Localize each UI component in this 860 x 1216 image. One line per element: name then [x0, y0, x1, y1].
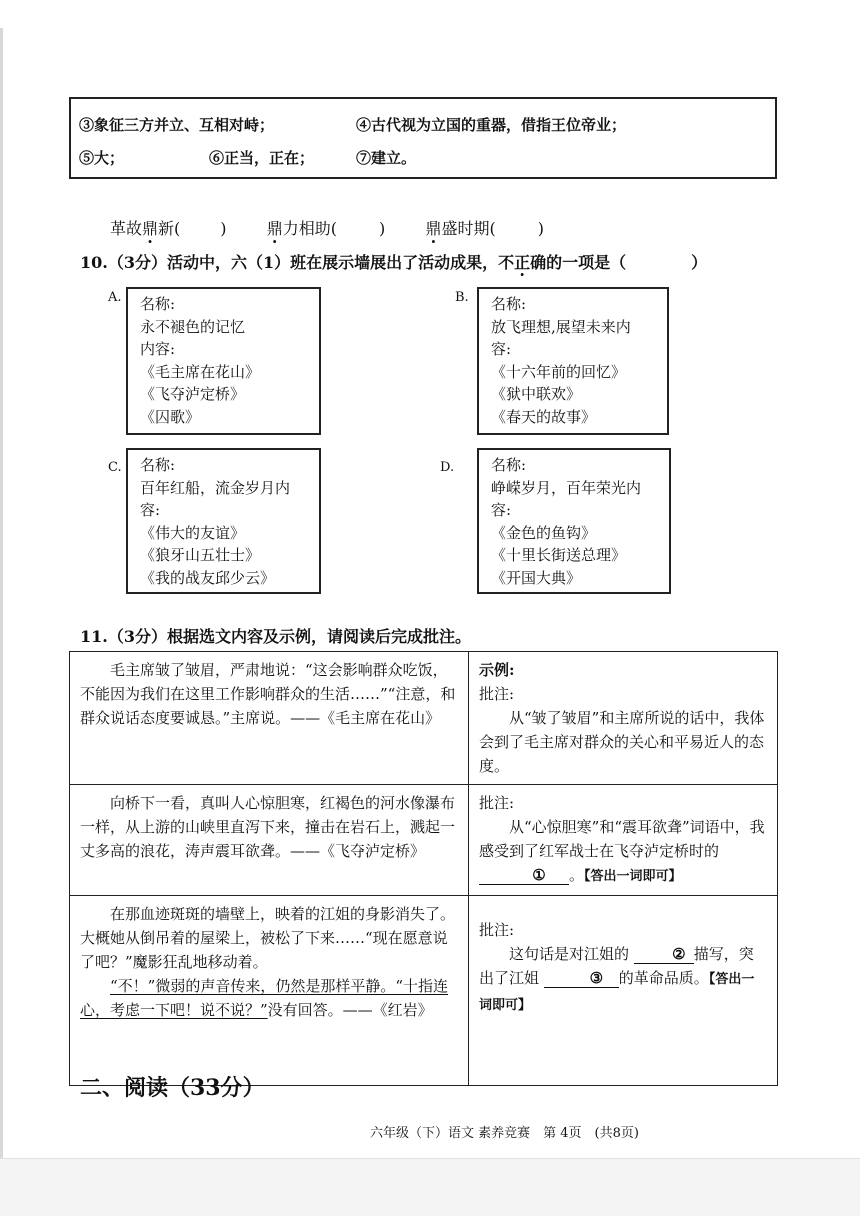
- idiom-2: 鼎力相助( ): [266, 219, 386, 238]
- note-label: 批注:: [479, 685, 515, 703]
- definition-4: ④古代视为立国的重器，借指王位帝业；: [356, 116, 627, 134]
- note-text: 这句话是对江姐的 ② 描写，突出了江姐 ③ 的革命品质。【答出一词即可】: [479, 945, 755, 1013]
- note-label: 批注:: [479, 921, 515, 939]
- passage-text-2: “不！”微弱的声音传来，仍然是那样平静。“十指连心，考虑一下吧！说不说？”没有回答。——《红岩》: [80, 977, 449, 1019]
- question-11-title: 11.（3分）根据选文内容及示例，请阅读后完成批注。: [80, 627, 471, 646]
- option-b-letter: B.: [455, 290, 469, 305]
- passage-cell: [70, 652, 469, 785]
- option-c-card[interactable]: 名称: 百年红船，流金岁月内 容: 《伟大的友谊》 《狼牙山五壮士》 《我的战友邱少云》: [126, 448, 321, 594]
- passage-text: 在那血迹斑斑的墙壁上，映着的江姐的身影消失了。大概她从倒吊着的屋梁上，被松了下来……“现在愿意说了吧？”魔影狂乱地移动着。: [80, 905, 456, 971]
- definitions-box: [69, 97, 777, 179]
- answer-blank-1[interactable]: ①: [479, 866, 569, 885]
- passage-cell: [70, 785, 469, 896]
- passage-text: 毛主席皱了皱眉，严肃地说：“这会影响群众吃饭，不能因为我们在这里工作影响群众的生活……”“注意，和群众说话态度要诚恳。”主席说。——《毛主席在花山》: [80, 661, 456, 727]
- note-label: 批注:: [479, 794, 515, 812]
- idiom-1: 革故鼎新( ): [110, 219, 227, 238]
- question-10-title: 10.（3分）活动中，六（1）班在展示墙展出了活动成果，不正确的一项是（ ）: [80, 253, 708, 272]
- option-a-card[interactable]: 名称: 永不褪色的记忆 内容: 《毛主席在花山》 《飞夺泸定桥》 《囚歌》: [126, 287, 321, 435]
- annotation-cell: [469, 785, 778, 896]
- table-row: [70, 652, 778, 785]
- section-heading: 二、阅读（33分）: [80, 1075, 265, 1101]
- idiom-fill-line: [110, 216, 544, 239]
- page-bottom-margin: [0, 1158, 860, 1216]
- page-edge: [0, 28, 3, 1158]
- underlined-sentence: “不！”微弱的声音传来，仍然是那样平静。“十指连心，考虑一下吧！说不说？”: [80, 977, 449, 1019]
- definition-6: ⑥正当，正在；: [209, 149, 315, 167]
- question-10-emphasis: 不正确: [498, 253, 547, 272]
- example-label: 示例:: [479, 661, 515, 679]
- example-note: 从“皱了皱眉”和主席所说的话中，我体会到了毛主席对群众的关心和平易近人的态度。: [479, 709, 765, 775]
- option-d-card[interactable]: 名称: 峥嵘岁月，百年荣光内 容: 《金色的鱼钩》 《十里长街送总理》 《开国大典》: [477, 448, 671, 594]
- option-d-letter: D.: [440, 460, 455, 475]
- table-row: [70, 896, 778, 1086]
- note-text: 从“心惊胆寒”和“震耳欲聋”词语中，我感受到了红军战士在飞夺泸定桥时的 ① 。【答出一词即可】: [479, 818, 765, 884]
- definition-3: ③象征三方并立、互相对峙；: [79, 116, 275, 134]
- page-footer: 六年级（下）语文 素养竞赛 第 4页 (共8页): [370, 1126, 639, 1141]
- annotation-cell: [469, 652, 778, 785]
- idiom-3: 鼎盛时期( ): [425, 219, 544, 238]
- annotation-table: [69, 651, 778, 1086]
- answer-blank-3[interactable]: ③: [544, 969, 619, 988]
- option-b-card[interactable]: 名称: 放飞理想,展望未来内 容: 《十六年前的回忆》 《狱中联欢》 《春天的故事》: [477, 287, 669, 435]
- option-a-letter: A.: [108, 290, 122, 305]
- option-c-letter: C.: [108, 460, 122, 475]
- definition-5: ⑤大；: [79, 149, 125, 167]
- annotation-cell: [469, 896, 778, 1086]
- definition-7: ⑦建立。: [356, 149, 417, 167]
- table-row: [70, 785, 778, 896]
- passage-cell: [70, 896, 469, 1086]
- passage-text: 向桥下一看，真叫人心惊胆寒，红褐色的河水像瀑布一样，从上游的山峡里直泻下来，撞击在岩石上，溅起一丈多高的浪花，涛声震耳欲聋。——《飞夺泸定桥》: [80, 794, 456, 860]
- answer-blank-2[interactable]: ②: [634, 945, 694, 964]
